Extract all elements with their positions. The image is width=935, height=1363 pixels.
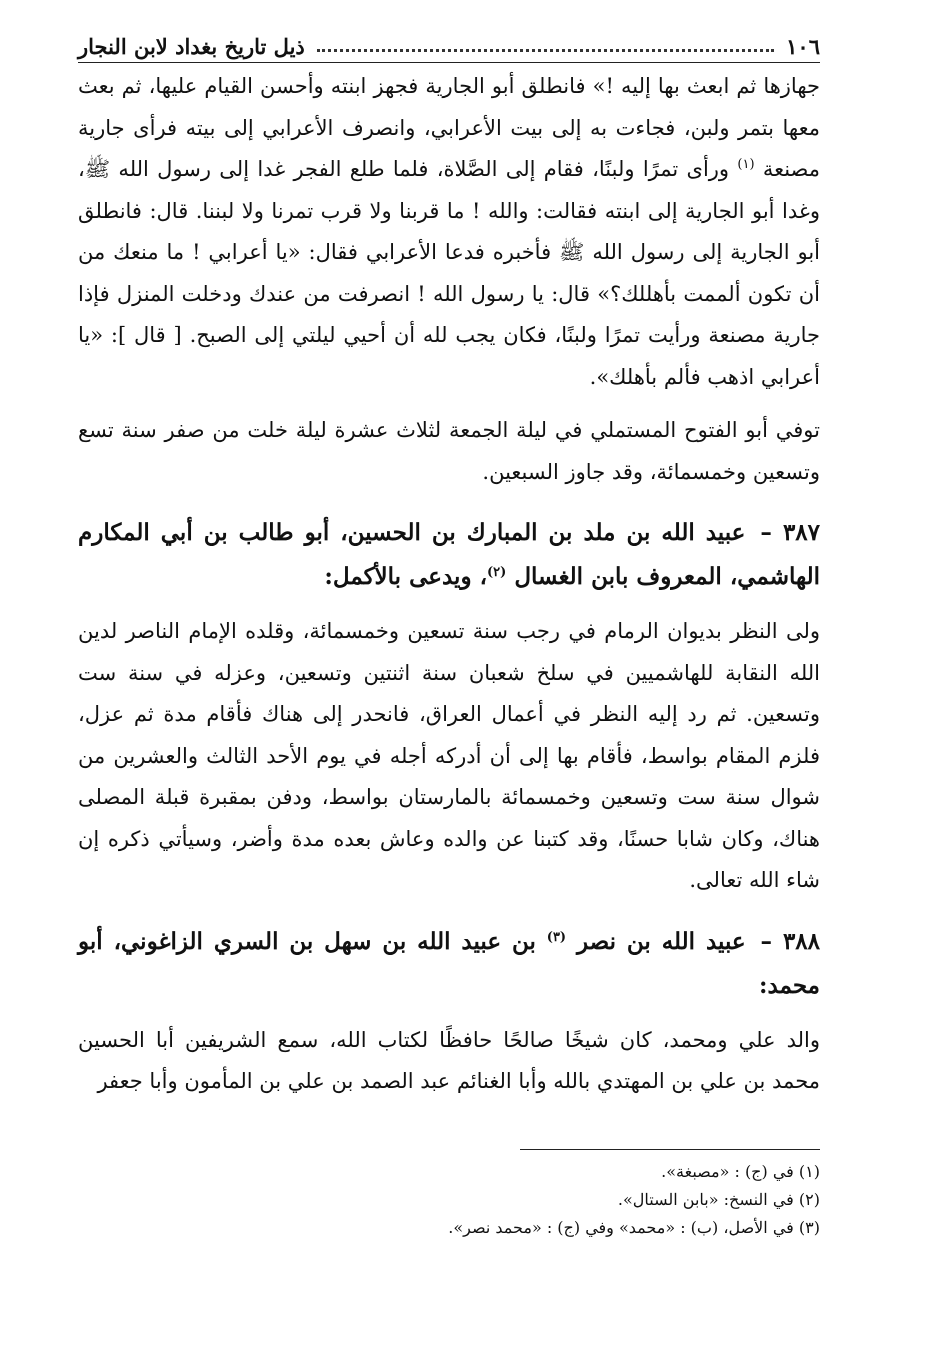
footnote-3: (٣) في الأصل، (ب) : «محمد» وفي (ج) : «محمد نصر». [448, 1218, 820, 1237]
entry-title-rest: ، ويدعى بالأكمل: [324, 563, 488, 590]
page-header [78, 22, 820, 63]
footnote-ref-1: (١) [737, 157, 755, 172]
paragraph-text: ورأى تمرًا ولبنًا، فقام إلى الصَّلاة، فلما طلع الفجر غدا إلى رسول الله ﷺ، وغدا أبو الجارية إلى ابنته فقالت: والله ! ما قربنا ولا قرب تمرنا ولا لبننا. قال: فانطلق أبو الجارية إلى رسول الله ﷺ فأخبره فدعا الأعرابي فقال: «يا أعرابي ! ما منعك من أن تكون ألممت بأهللك؟» قال: يا رسول الله ! انصرفت من عندك ودخلت المنزل فإذا جارية مصنعة ورأيت تمرًا ولبنًا، فكان يجب لله أن أحيي ليلتي إلى الصبح. [ قال ]: «يا أعرابي اذهب فألم بأهلك». [78, 157, 820, 389]
footnotes [78, 1158, 820, 1242]
footnote-ref-3: (٣) [546, 929, 567, 945]
entry-title-rest: بن عبيد الله بن سهل بن السري الزاغوني، أبو محمد: [78, 927, 820, 999]
page-number: ١٠٦ [786, 34, 820, 59]
paragraph-hadith [78, 66, 820, 398]
entry-387-heading [78, 511, 820, 599]
footnote-ref-2: (٢) [487, 565, 507, 580]
entry-388-heading [78, 920, 820, 1008]
entry-number: ٣٨٨ – [760, 927, 821, 955]
entry-number: ٣٨٧ – [760, 519, 820, 546]
paragraph-entry-387: ولى النظر بديوان الرمام في رجب سنة تسعين وخمسمائة، وقلده الإمام الناصر لدين الله النقابة للهاشميين في سلخ شعبان سنة اثنتين وتسعين، وعزله في سنة ست وتسعين. ثم رد إليه النظر في أعمال العراق، فانحدر إلى هناك فأقام مدة ثم عزل، فلزم المقام بواسط، فأقام بها إلى أن أدركه أجله في يوم الأحد الثالث والعشرين من شوال سنة ست وتسعين وخمسمائة بالمارستان بواسط، ودفن بمقبرة قبلة المصلى هناك، وكان شابا حسنًا، وقد كتبنا عن والده وعاش بعده مدة وأضر، وسيأتي ذكره إن شاء الله تعالى. [78, 619, 820, 892]
footnote-separator [520, 1149, 820, 1150]
paragraph-entry-388: والد علي ومحمد، كان شيخًا صالحًا حافظًا لكتاب الله، سمع الشريفين أبا الحسين محمد بن علي بن المهتدي بالله وأبا الغنائم عبد الصمد بن علي بن المأمون وأبا جعفر [78, 1027, 820, 1093]
footnote-1: (١) في (ج) : «مصبغة». [661, 1162, 820, 1181]
main-text [78, 66, 820, 1103]
entry-title: عبيد الله بن ملد بن المبارك بن الحسين، أبو طالب بن أبي المكارم الهاشمي، المعروف بابن الغسال [78, 519, 820, 590]
running-title: ذيل تاريخ بغداد لابن النجار [78, 34, 305, 59]
paragraph-text: جهازها ثم ابعث بها إليه !» فانطلق أبو الجارية فجهز ابنته وأحسن القيام عليها، ثم بعث معها بتمر ولبن، فجاءت به إلى بيت الأعرابي، وانصرف الأعرابي إلى بيته فرأى جارية مصنعة [78, 74, 820, 181]
paragraph-death-note: توفي أبو الفتوح المستملي في ليلة الجمعة لثلاث عشرة ليلة خلت من صفر سنة تسع وتسعين وخمسمائة، وقد جاوز السبعين. [78, 418, 820, 484]
entry-title: عبيد الله بن نصر [576, 927, 746, 955]
header-dot-leader [317, 49, 774, 52]
footnote-2: (٢) في النسخ: «بابن الستال». [617, 1190, 820, 1209]
